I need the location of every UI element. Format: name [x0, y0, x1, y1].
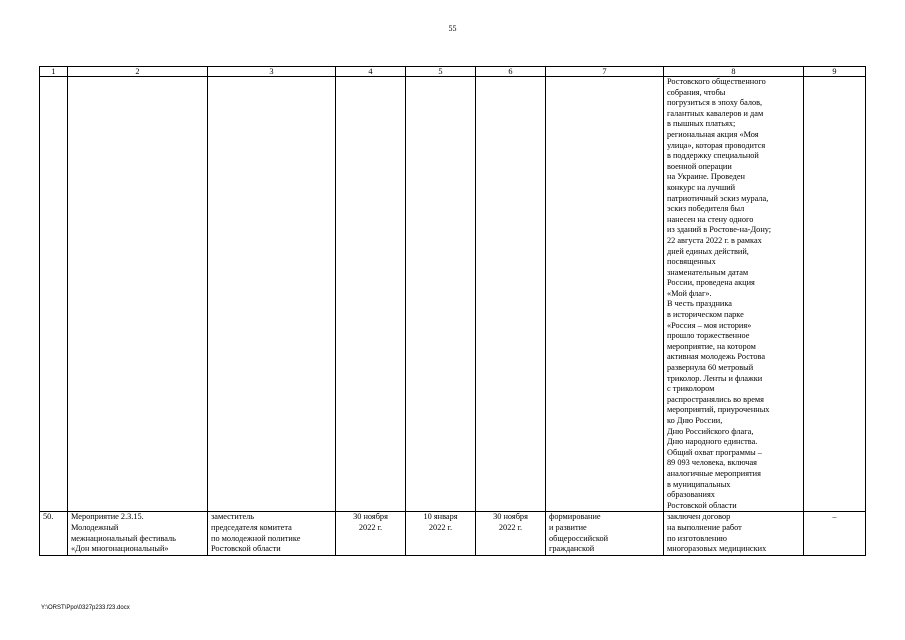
text-line: Ростовской области — [667, 500, 737, 510]
text-line: в поддержку специальной — [667, 151, 759, 161]
text-line: Дню народного единства. — [667, 437, 758, 447]
text-line: «Россия – моя история» — [667, 320, 752, 330]
text-line: образованиях — [667, 490, 715, 500]
text-line: дней единых действий, — [667, 246, 749, 256]
text-line: многоразовых медицинских — [667, 544, 767, 554]
table-cell — [68, 77, 208, 512]
text-line: «Дон многонациональный» — [71, 544, 169, 554]
table-cell — [804, 77, 866, 512]
column-header: 9 — [804, 67, 866, 77]
text-line: военной операции — [667, 161, 732, 171]
text-line: развернула 60 метровый — [667, 363, 754, 373]
text-line: Ростовской области — [211, 544, 281, 554]
text-line: эскиз победителя был — [667, 204, 745, 214]
event-name-cell — [68, 512, 208, 555]
table-cell — [546, 77, 664, 512]
table-row-50 — [40, 512, 866, 555]
text-line: В честь праздника — [667, 299, 732, 309]
text-line: патриотичный эскиз мурала, — [667, 193, 769, 203]
text-line: галантных кавалеров и дам — [667, 108, 764, 118]
text-line: Общий охват программы – — [667, 447, 762, 457]
text-line: нанесен на стену одного — [667, 214, 754, 224]
text-line: улица», которая проводится — [667, 140, 766, 150]
text-line: региональная акция «Моя — [667, 129, 759, 139]
column-header: 7 — [546, 67, 664, 77]
text-line: и развитие — [549, 522, 587, 532]
text-line: посвященных — [667, 257, 716, 267]
text-line: активная молодежь Ростова — [667, 352, 766, 362]
text-line: прошло торжественное — [667, 331, 750, 341]
text-line: «Мой флаг». — [667, 288, 712, 298]
text-line: аналогичные мероприятия — [667, 468, 761, 478]
table-cell — [336, 77, 406, 512]
responsible-cell — [208, 512, 336, 555]
text-line: на Украине. Проведен — [667, 172, 745, 182]
column-header: 3 — [208, 67, 336, 77]
text-line: заместитель — [211, 512, 255, 522]
page-number: 55 — [448, 24, 457, 33]
text-line: собрания, чтобы — [667, 87, 726, 97]
text-line: Дню Российского флага, — [667, 426, 754, 436]
planned-date-cell — [336, 512, 406, 555]
text-line: на выполнение работ — [667, 522, 742, 532]
text-line: гражданской — [549, 544, 595, 554]
text-line: заключен договор — [667, 512, 731, 522]
text-line: погрузиться в эпоху балов, — [667, 98, 763, 108]
column-header: 5 — [406, 67, 476, 77]
text-line: знаменательным датам — [667, 267, 749, 277]
column-header: 6 — [476, 67, 546, 77]
text-line: председателя комитета — [211, 522, 292, 532]
text-line: 89 093 человека, включая — [667, 458, 757, 468]
column-header: 8 — [664, 67, 804, 77]
table-row-continuation — [40, 77, 866, 512]
note-cell: – — [804, 512, 866, 555]
text-line: 30 ноября — [493, 512, 528, 522]
text-line: ко Дню России, — [667, 416, 723, 425]
expected-result-cell — [546, 512, 664, 555]
result-cell — [664, 77, 804, 512]
text-line: 10 января — [423, 512, 458, 522]
text-line: мероприятий, приуроченных — [667, 405, 770, 415]
start-date-cell — [406, 512, 476, 555]
column-header: 4 — [336, 67, 406, 77]
text-line: в историческом парке — [667, 310, 744, 320]
text-line: 22 августа 2022 г. в рамках — [667, 235, 762, 245]
table-cell — [208, 77, 336, 512]
text-line: 30 ноября — [353, 512, 388, 522]
text-line: распространялись во время — [667, 394, 764, 404]
text-line: общероссийской — [549, 533, 609, 543]
text-line: конкурс на лучший — [667, 182, 736, 192]
text-line: Молодежный — [71, 522, 119, 532]
text-line: России, проведена акция — [667, 278, 755, 288]
table-cell — [406, 77, 476, 512]
text-line: из зданий в Ростове-на-Дону; — [667, 225, 772, 235]
result-cell — [664, 512, 804, 555]
text-line: 2022 г. — [358, 522, 383, 532]
table-header-row — [40, 67, 866, 77]
table-cell — [40, 77, 68, 512]
end-date-cell — [476, 512, 546, 555]
text-line: в пышных платьях; — [667, 119, 736, 129]
text-line: с триколором — [667, 384, 715, 394]
text-line: триколор. Ленты и флажки — [667, 373, 763, 383]
column-header: 2 — [68, 67, 208, 77]
text-line: формирование — [549, 512, 601, 522]
text-line: мероприятие, на котором — [667, 341, 756, 351]
table-cell — [476, 77, 546, 512]
text-line: по изготовлению — [667, 533, 727, 543]
text-line: Ростовского общественного — [667, 77, 766, 86]
report-table — [39, 66, 866, 556]
text-line: в муниципальных — [667, 479, 731, 489]
file-path-footer: Y:\ORST\Ppo\0327p233.f23.docx — [41, 605, 130, 611]
text-line: межнациональный фестиваль — [71, 533, 176, 543]
text-line: по молодежной политике — [211, 533, 301, 543]
row-number-cell: 50. — [40, 512, 68, 555]
text-line: 2022 г. — [428, 522, 453, 532]
column-header: 1 — [40, 67, 68, 77]
text-line: 2022 г. — [498, 522, 523, 532]
text-line: Мероприятие 2.3.15. — [71, 512, 144, 522]
